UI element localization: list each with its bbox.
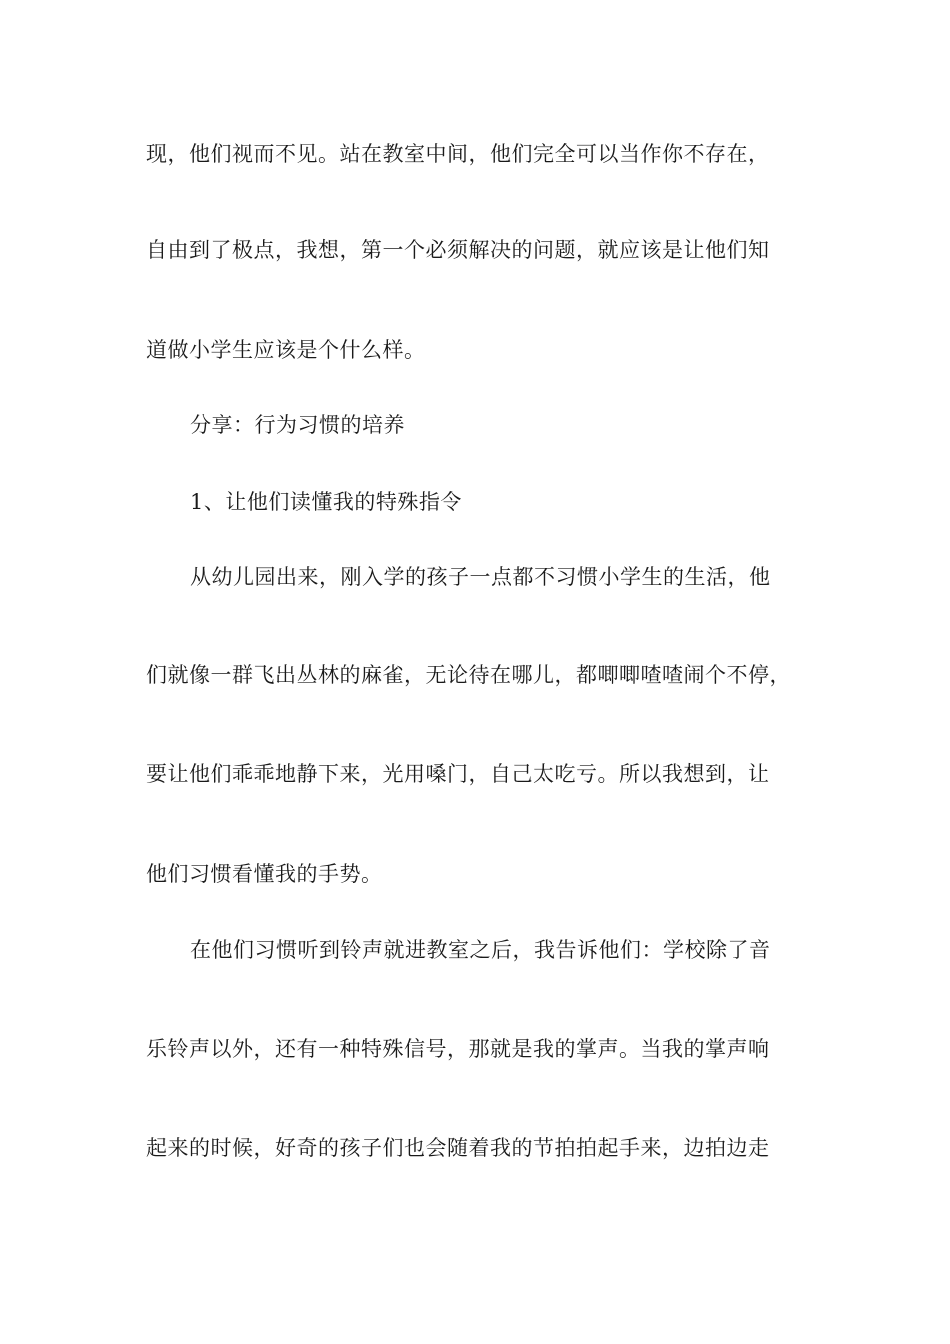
body-text-line: 要让他们乖乖地静下来，光用嗓门，自己太吃亏。所以我想到，让 [146, 762, 770, 786]
body-text-line: 道做小学生应该是个什么样。 [146, 338, 426, 362]
body-text-line: 起来的时候，好奇的孩子们也会随着我的节拍拍起手来，边拍边走 [146, 1136, 770, 1160]
subsection-heading: 1、让他们读懂我的特殊指令 [190, 490, 462, 514]
body-text-line: 们就像一群飞出丛林的麻雀，无论待在哪儿，都唧唧喳喳闹个不停， [146, 663, 791, 687]
body-text-line: 现，他们视而不见。站在教室中间，他们完全可以当作你不存在， [146, 142, 770, 166]
body-text-line: 在他们习惯听到铃声就进教室之后，我告诉他们：学校除了音 [190, 938, 771, 962]
body-text-line: 乐铃声以外，还有一种特殊信号，那就是我的掌声。当我的掌声响 [146, 1037, 770, 1061]
body-text-line: 自由到了极点，我想，第一个必须解决的问题，就应该是让他们知 [146, 238, 770, 262]
body-text-line: 从幼儿园出来，刚入学的孩子一点都不习惯小学生的生活，他 [190, 565, 771, 589]
section-heading: 分享：行为习惯的培养 [190, 413, 405, 437]
body-text-line: 他们习惯看懂我的手势。 [146, 862, 383, 886]
